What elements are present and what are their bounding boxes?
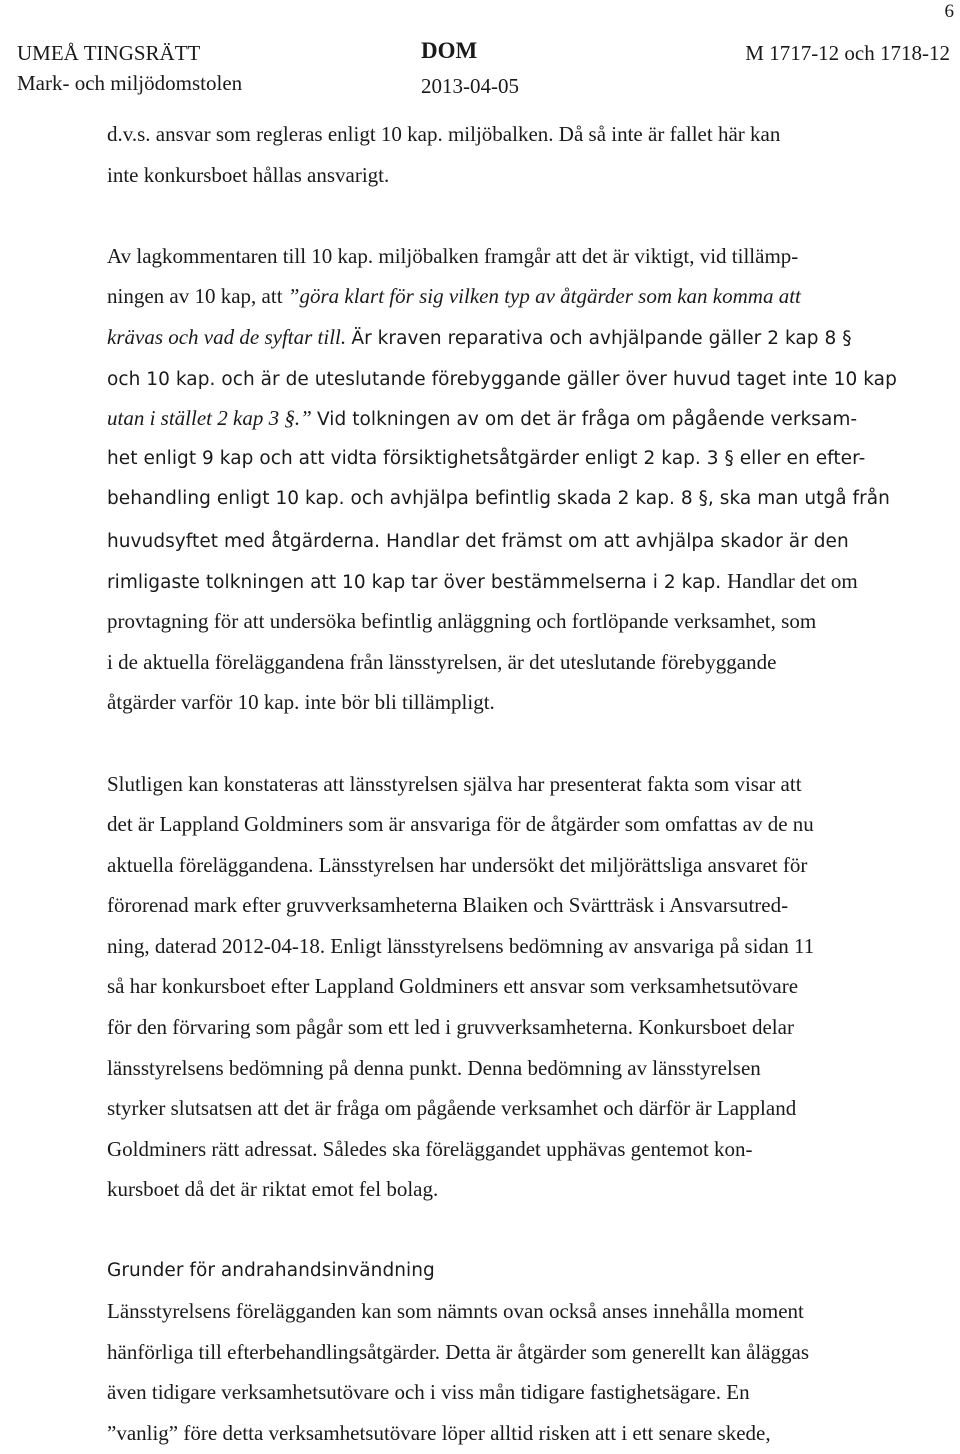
paragraph-gap [107,723,897,764]
text-line: länsstyrelsens bedömning på denna punkt. Denna bedömning av länsstyrelsen [107,1055,761,1080]
text-line: kursboet då det är riktat emot fel bolag. [107,1177,439,1202]
case-numbers: M 1717-12 och 1718-12 [745,41,950,65]
text-line: provtagning för att undersöka befintlig anläggning och fortlöpande verksamhet, som [107,609,817,634]
court-division: Mark- och miljödomstolen [17,71,243,95]
text-span: ningen av 10 kap, att [107,284,288,309]
document-body [107,114,897,1454]
text-span: huvudsyftet med åtgärderna. [107,530,387,552]
quoted-text: Är kraven reparativa och avhjälpande gäller 2 kap 8 § [351,327,852,349]
text-line: det är Lappland Goldminers som är ansvariga för de åtgärder som omfattas av de nu [107,812,814,837]
document-type: DOM [421,38,478,63]
text-line [107,561,897,602]
text-line: även tidigare verksamhetsutövare och i viss mån tidigare fastighetsägare. En [107,1380,750,1405]
text-line: hänförliga till efterbehandlingsåtgärder. Detta är åtgärder som generellt kan åläggas [107,1339,810,1364]
text-line: aktuella föreläggandena. Länsstyrelsen har undersökt det miljörättsliga ansvaret för [107,852,808,877]
text-line: styrker slutsatsen att det är fråga om pågående verksamhet och därför är Lappland [107,1096,797,1121]
page-number: 6 [944,1,954,22]
text-line: ning, daterad 2012-04-18. Enligt länsstyrelsens bedömning av ansvariga på sidan 11 [107,933,815,958]
text-line: Länsstyrelsens förelägganden kan som nämnts ovan också anses innehålla moment [107,1299,804,1324]
quoted-text: och är de uteslutande förebyggande gäller över huvud taget inte 10 kap [221,368,897,390]
quoted-text: ”göra klart för sig vilken typ av åtgärder som kan komma att [287,284,801,309]
text-span: Handlar det om [727,568,858,593]
document-header [0,40,960,102]
text-line: Goldminers rätt adressat. Således ska föreläggandet upphävas gentemot kon- [107,1136,753,1161]
document-date: 2013-04-05 [421,74,519,98]
text-line: d.v.s. ansvar som regleras enligt 10 kap. miljöbalken. Då så inte är fallet här kan [107,122,781,146]
quoted-text: och 10 kap. [107,368,222,390]
text-span: Vid tolkningen av om det är fråga om pågående verksam- [317,409,858,431]
text-line: Av lagkommentaren till 10 kap. miljöbalken framgår att det är viktigt, vid tillämp- [107,243,799,268]
text-line: så har konkursboet efter Lappland Goldminers ett ansvar som verksamhetsutövare [107,974,799,999]
text-line: inte konkursboet hållas ansvarigt. [107,162,390,187]
text-line: förorenad mark efter gruvverksamheterna Blaiken och Svärtträsk i Ansvarsutred- [107,893,789,918]
text-span: rimligaste tolkningen att 10 kap tar över bestämmelserna i 2 kap. [107,571,728,593]
paragraph-gap [107,1210,897,1251]
text-span: ”vanlig” [107,1421,184,1445]
text-line [107,276,897,317]
text-line: Slutligen kan konstateras att länsstyrelsen själva har presenterat fakta som visar att [107,771,802,796]
text-line: i de aktuella föreläggandena från länsstyrelsen, är det uteslutande förebyggande [107,649,777,674]
text-line [107,317,897,358]
section-heading: Grunder för andrahandsinvändning [107,1259,435,1281]
text-line: het enligt 9 kap och att vidta försiktighetsåtgärder enligt 2 kap. 3 § eller en efter- [107,447,866,469]
text-line: behandling enligt 10 kap. och avhjälpa befintlig skada 2 kap. 8 §, ska man utgå från [107,488,890,510]
text-line [107,520,897,561]
text-line [107,398,897,439]
text-line: för den förvaring som pågår som ett led i gruvverksamheterna. Konkursboet delar [107,1015,794,1040]
court-name: UMEÅ TINGSRÄTT [17,41,201,65]
paragraph-gap [107,195,897,236]
text-line: åtgärder varför 10 kap. inte bör bli tillämpligt. [107,690,495,715]
quoted-text: krävas och vad de syftar till. [107,324,352,349]
text-line [107,358,897,399]
text-span: Handlar det främst om att avhjälpa skador är den [386,530,849,552]
text-line [107,1413,897,1454]
text-span: före detta verksamhetsutövare löper alltid risken att i ett senare skede, [183,1421,771,1445]
quoted-text: utan i stället 2 kap 3 §.” [107,406,317,431]
